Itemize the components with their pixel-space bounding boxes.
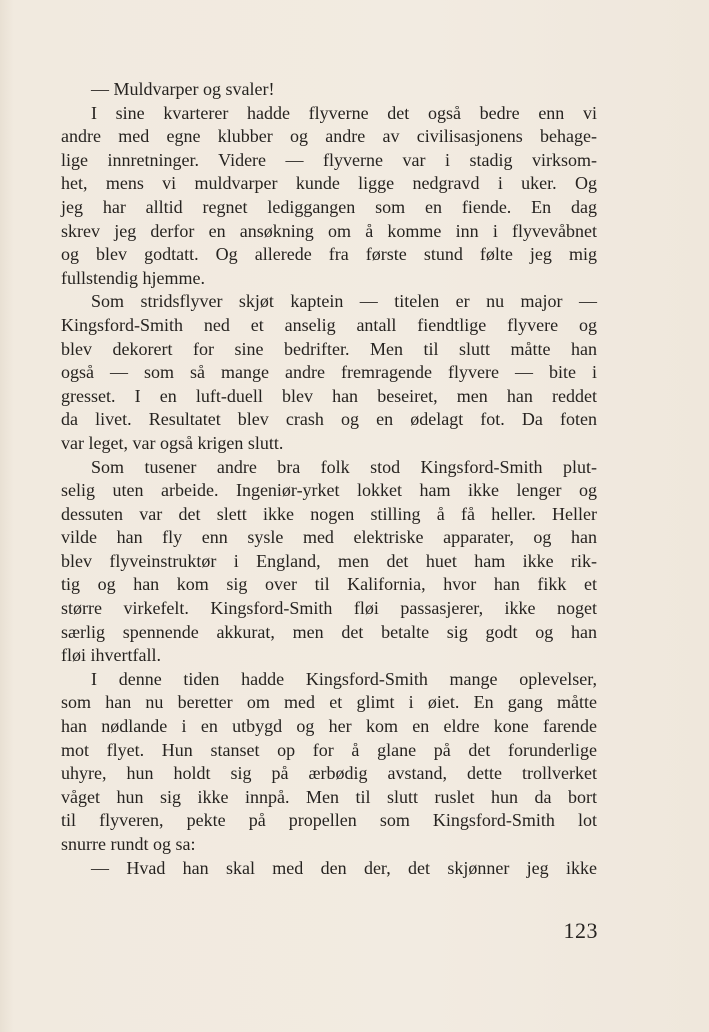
text-line: tig og han kom sig over til Kalifornia, hvor han fikk et [61,574,597,595]
text-line: han nødlande i en utbygd og her kom en eldre kone farende [61,716,597,737]
paragraph-3 [61,290,597,455]
text-line: til flyveren, pekte på propellen som Kingsford-Smith lot [61,810,597,831]
text-line: uhyre, hun holdt sig på ærbødig avstand, dette trollverket [61,763,597,784]
text-line: blev dekorert for sine bedrifter. Men til slutt måtte han [61,338,597,359]
text-line: fløi ihvertfall. [61,645,161,666]
text-line: Som stridsflyver skjøt kaptein — titelen er nu major — [91,291,597,312]
body-text [61,78,597,880]
text-line: som han nu beretter om med et glimt i øiet. En gang måtte [61,692,597,713]
text-line: het, mens vi muldvarper kunde ligge nedgravd i uker. Og [61,173,597,194]
text-line: skrev jeg derfor en ansøkning om å komme inn i flyvevåbnet [61,220,597,241]
text-line: gresset. I en luft-duell blev han beseiret, men han reddet [61,385,597,406]
paragraph-5 [61,668,597,857]
text-line: også — som så mange andre fremragende flyvere — bite i [61,362,597,383]
text-line: — Hvad han skal med den der, det skjønner jeg ikke [91,857,597,878]
paragraph-1 [61,78,597,102]
text-line: og blev godtatt. Og allerede fra første stund følte jeg mig [61,244,597,265]
text-line: Kingsford-Smith ned et anselig antall fiendtlige flyvere og [61,314,597,335]
text-line: lige innretninger. Videre — flyverne var i stadig virksom- [61,149,597,170]
text-line: dessuten var det slett ikke nogen stilling å få heller. Heller [61,503,597,524]
text-line: — Muldvarper og svaler! [91,79,275,99]
text-line: andre med egne klubber og andre av civilisasjonens behage- [61,126,597,147]
text-line: selig uten arbeide. Ingeniør-yrket lokket ham ikke lenger og [61,480,597,501]
text-line: mot flyet. Hun stanset op for å glane på det forunderlige [61,739,597,760]
text-line: større virkefelt. Kingsford-Smith fløi passasjerer, ikke noget [61,598,597,619]
text-line: vilde han fly enn sysle med elektriske apparater, og han [61,527,597,548]
paragraph-6 [61,857,597,881]
text-line: var leget, var også krigen slutt. [61,432,284,453]
text-line: da livet. Resultatet blev crash og en ødelagt fot. Da foten [61,409,597,430]
text-line: I denne tiden hadde Kingsford-Smith mange oplevelser, [91,668,597,689]
text-line: våget hun sig ikke innpå. Men til slutt ruslet hun da bort [61,786,597,807]
page-number: 123 [563,918,598,943]
paragraph-4 [61,456,597,668]
text-line: fullstendig hjemme. [61,267,205,288]
text-line: I sine kvarterer hadde flyverne det også bedre enn vi [91,102,597,123]
text-line: særlig spennende akkurat, men det betalte sig godt og han [61,621,597,642]
text-line: Som tusener andre bra folk stod Kingsford-Smith plut- [91,456,597,477]
text-line: jeg har alltid regnet lediggangen som en fiende. En dag [61,196,597,217]
paragraph-2 [61,102,597,291]
text-line: snurre rundt og sa: [61,834,196,854]
text-line: blev flyveinstruktør i England, men det huet ham ikke rik- [61,550,597,571]
